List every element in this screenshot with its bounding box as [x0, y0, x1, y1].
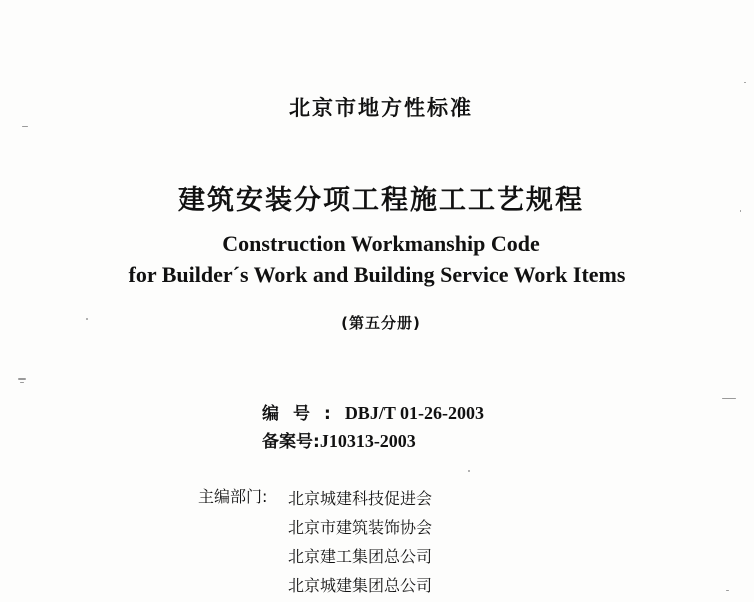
standard-type: 北京市地方性标准 — [289, 96, 473, 120]
editors-list — [288, 484, 432, 600]
volume-label: (第五分册) — [341, 314, 421, 332]
standard-number-separator: : — [324, 404, 345, 424]
record-number-value: J10313-2003 — [319, 431, 416, 451]
editor-item: 北京建工集团总公司 — [288, 547, 433, 566]
scan-speck — [722, 398, 736, 399]
standard-number-value: DBJ/T 01-26-2003 — [344, 403, 484, 423]
record-number-separator: : — [313, 432, 320, 452]
record-number-label: 备案号 — [262, 432, 313, 452]
scan-speck — [22, 126, 28, 127]
scan-speck — [468, 470, 470, 472]
title-english-line-1: Construction Workmanship Code — [222, 231, 540, 256]
standard-number-label: 编号 — [262, 404, 324, 424]
editor-item: 北京市建筑装饰协会 — [288, 518, 433, 537]
editor-item: 北京城建科技促进会 — [288, 489, 433, 508]
editor-item: 北京城建集团总公司 — [288, 576, 433, 595]
record-number-row — [262, 427, 416, 452]
standard-number-row — [262, 399, 484, 424]
title-chinese: 建筑安装分项工程施工工艺规程 — [178, 185, 584, 216]
scan-speck — [744, 82, 746, 83]
scan-speck — [726, 590, 729, 591]
editors-label: 主编部门: — [198, 487, 268, 506]
scan-speck — [86, 318, 88, 320]
title-english-line-2: for Builder´s Work and Building Service Work Items — [128, 262, 626, 287]
scan-speck — [20, 382, 24, 383]
scan-speck — [740, 210, 741, 212]
scan-speck — [18, 378, 26, 380]
